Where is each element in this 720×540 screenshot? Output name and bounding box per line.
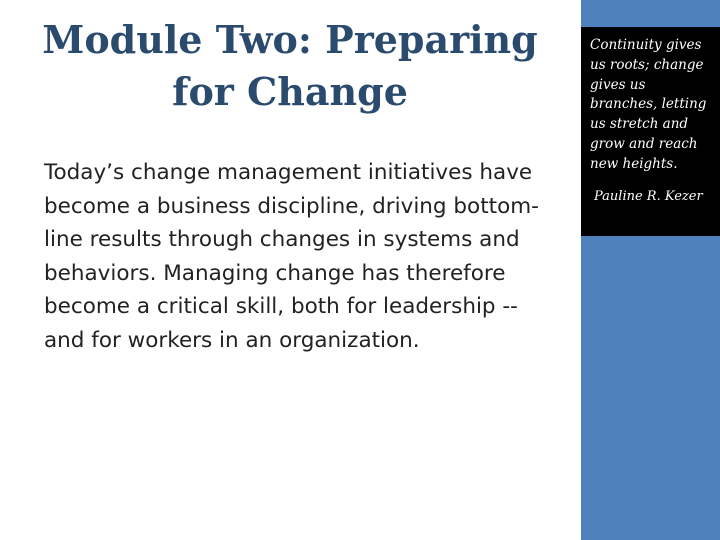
quote-author: Pauline R. Kezer [594,188,703,204]
body-paragraph: Today’s change management initiatives have become a business discipline, driving bottom-line results through changes in systems and behaviors. Managing change has therefore become a critical skill, both for leadership -- and for workers in an organization. [44,160,539,353]
slide-title: Module Two: Preparing for Change [42,17,538,114]
quote-text: Continuity gives us roots; change gives us branches, letting us stretch and grow and reach new heights. [590,37,707,172]
quote-box [581,27,720,236]
